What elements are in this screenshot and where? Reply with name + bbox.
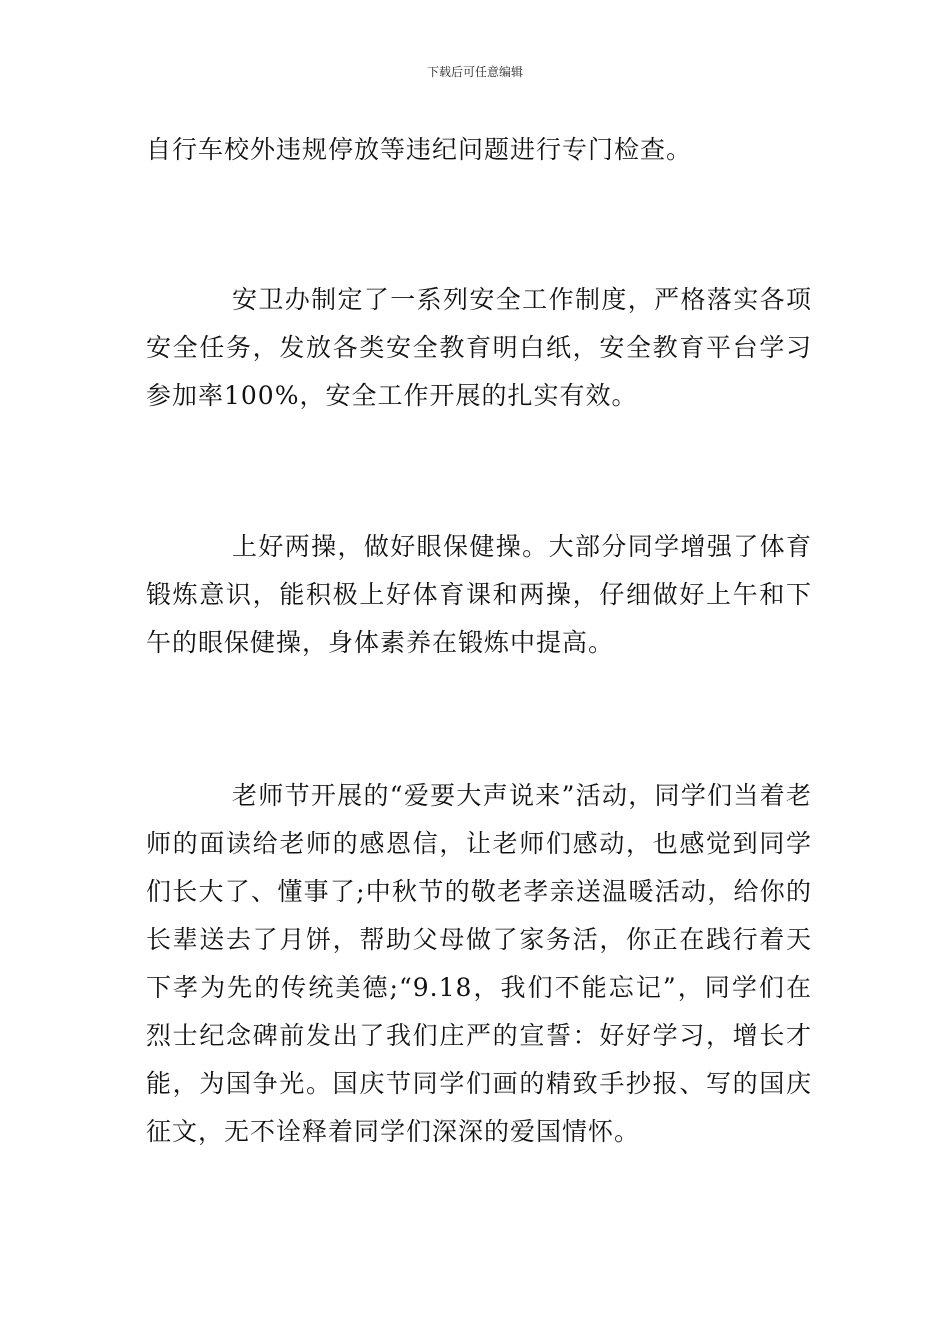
page-header: 下载后可任意编辑 xyxy=(426,65,523,79)
paragraph-safety-work: 安卫办制定了一系列安全工作制度，严格落实各项安全任务，发放各类安全教育明白纸，安全教育平台学习参加率100%，安全工作开展的扎实有效。 xyxy=(146,285,812,410)
paragraph-continuation: 自行车校外违规停放等违纪问题进行专门检查。 xyxy=(146,135,693,164)
paragraph-festival-activities: 老师节开展的“爱要大声说来”活动，同学们当着老师的面读给老师的感恩信，让老师们感动，也感觉到同学们长大了、懂事了;中秋节的敬老孝亲送温暖活动，给你的长辈送去了月饼，帮助父母做了家务活，你正在践行着天下孝为先的传统美德;“9.18，我们不能忘记”，同学们在烈士纪念碑前发出了我们庄严的宣誓：好好学习，增长才能，为国争光。国庆节同学们画的精致手抄报、写的国庆征文，无不诠释着同学们深深的爱国情怀。 xyxy=(146,781,812,1146)
paragraph-exercises: 上好两操，做好眼保健操。大部分同学增强了体育锻炼意识，能积极上好体育课和两操，仔细做好上午和下午的眼保健操，身体素养在锻炼中提高。 xyxy=(146,532,812,657)
